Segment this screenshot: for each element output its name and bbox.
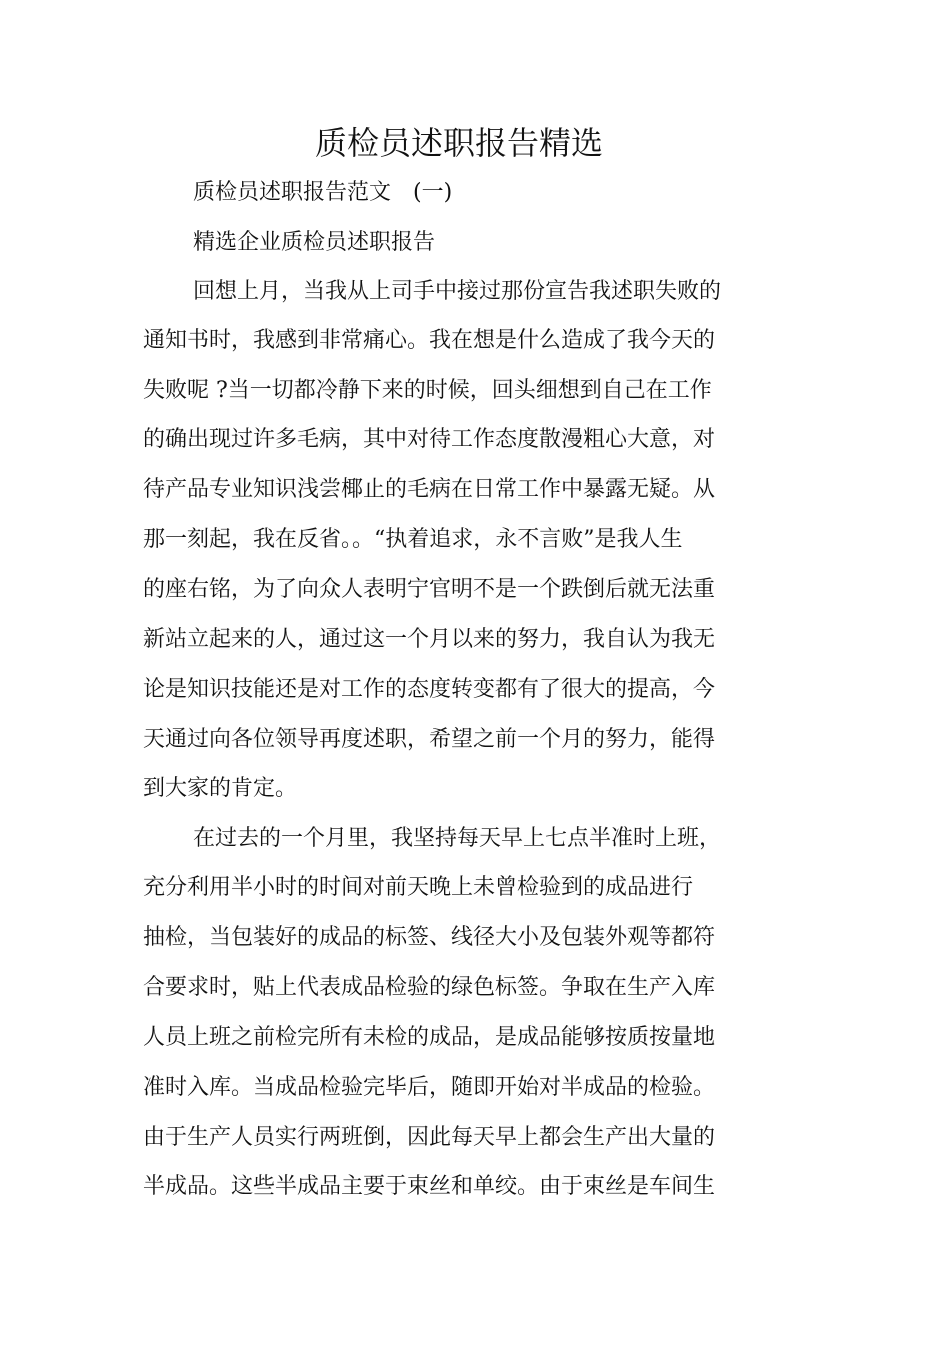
paragraph-line: 的座右铭，为了向众人表明宁官明不是一个跌倒后就无法重 [143, 577, 716, 602]
paragraph-line: 天通过向各位领导再度述职，希望之前一个月的努力，能得 [143, 727, 716, 752]
paragraph-line: 在过去的一个月里，我坚持每天早上七点半准时上班， [193, 826, 722, 851]
paragraph-line: 的确出现过许多毛病，其中对待工作态度散漫粗心大意，对 [143, 427, 716, 452]
paragraph-line: 到大家的肯定。 [143, 776, 298, 801]
paragraph-line: 人员上班之前检完所有未检的成品，是成品能够按质按量地 [143, 1025, 716, 1050]
paragraph-line: 待产品专业知识浅尝椰止的毛病在日常工作中暴露无疑。从 [143, 477, 716, 502]
paragraph-line: 那一刻起，我在反省。。“执着追求，永不言败”是我人生 [143, 527, 683, 552]
paragraph-line: 合要求时，贴上代表成品检验的绿色标签。争取在生产入库 [143, 975, 716, 1000]
document-title: 质检员述职报告精选 [314, 124, 603, 162]
paragraph-line: 失败呢 ?当一切都冷静下来的时候，回头细想到自己在工作 [143, 378, 712, 403]
paragraph-line: 回想上月，当我从上司手中接过那份宣告我述职失败的 [193, 279, 722, 304]
paragraph-line: 论是知识技能还是对工作的态度转变都有了很大的提高，今 [143, 677, 716, 702]
subheading-sample: 质检员述职报告范文 (一) [193, 180, 453, 205]
paragraph-line: 抽检，当包装好的成品的标签、线径大小及包装外观等都符 [143, 925, 716, 950]
paragraph-line: 新站立起来的人，通过这一个月以来的努力，我自认为我无 [143, 627, 716, 652]
paragraph-line: 充分利用半小时的时间对前天晚上未曾检验到的成品进行 [143, 875, 694, 900]
paragraph-line: 通知书时，我感到非常痛心。我在想是什么造成了我今天的 [143, 328, 716, 353]
subheading-selected: 精选企业质检员述职报告 [193, 230, 436, 255]
paragraph-line: 准时入库。当成品检验完毕后，随即开始对半成品的检验。 [143, 1075, 716, 1100]
paragraph-line: 由于生产人员实行两班倒，因此每天早上都会生产出大量的 [143, 1125, 716, 1150]
paragraph-line: 半成品。这些半成品主要于束丝和单绞。由于束丝是车间生 [143, 1174, 716, 1199]
